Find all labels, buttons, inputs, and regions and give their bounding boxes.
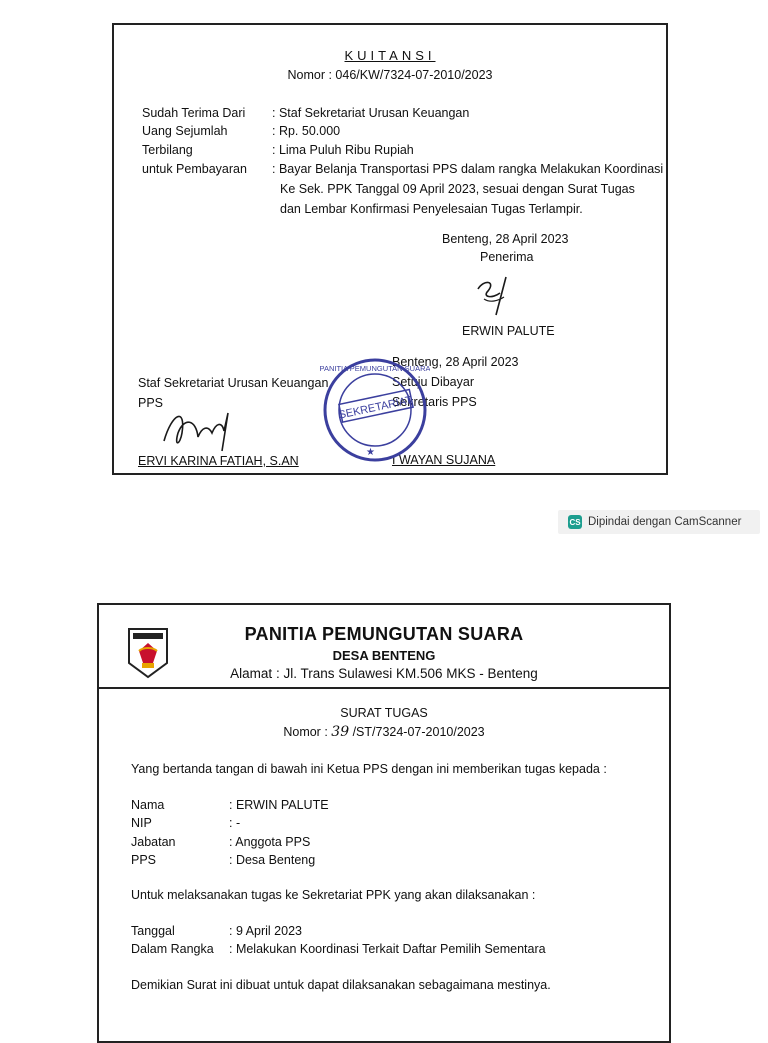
- receipt-value-in-words: : Lima Puluh Ribu Rupiah: [272, 143, 414, 157]
- receiver-role: Penerima: [480, 250, 534, 264]
- field-label-nip: NIP: [131, 816, 152, 830]
- field-value-nip: : -: [229, 816, 241, 830]
- receipt-purpose-cont-2: dan Lembar Konfirmasi Penyelesaian Tugas Terlampir.: [280, 202, 583, 216]
- field-value-position: : Anggota PPS: [229, 835, 311, 849]
- payer-name: ERVI KARINA FATIAH, S.AN: [138, 454, 299, 468]
- schedule-value-purpose: : Melakukan Koordinasi Terkait Daftar Pemilih Sementara: [229, 942, 546, 956]
- receipt-value-received-from: : Staf Sekretariat Urusan Keuangan: [272, 106, 470, 120]
- approver-note: Setuju Dibayar: [392, 375, 474, 389]
- receipt-purpose-cont-1: Ke Sek. PPK Tanggal 09 April 2023, sesuai dengan Surat Tugas: [280, 182, 635, 196]
- letterhead-village: DESA BENTENG: [332, 648, 436, 663]
- schedule-label-purpose: Dalam Rangka: [131, 942, 214, 956]
- payer-role-line1: Staf Sekretariat Urusan Keuangan: [138, 376, 329, 390]
- field-value-pps: : Desa Benteng: [229, 853, 316, 867]
- field-label-pps: PPS: [131, 853, 157, 867]
- receiver-place-date: Benteng, 28 April 2023: [442, 232, 569, 246]
- field-label-name: Nama: [131, 798, 165, 812]
- approver-name: I WAYAN SUJANA: [392, 453, 496, 467]
- receipt-number: Nomor : 046/KW/7324-07-2010/2023: [287, 68, 493, 82]
- field-value-name: : ERWIN PALUTE: [229, 798, 329, 812]
- payer-signature: [158, 403, 248, 455]
- letterhead: [99, 605, 669, 689]
- field-label-position: Jabatan: [131, 835, 176, 849]
- receiver-name: ERWIN PALUTE: [462, 324, 555, 338]
- receiver-signature: [470, 273, 520, 317]
- camscanner-icon: CS: [568, 515, 582, 529]
- letterhead-organization: PANITIA PEMUNGUTAN SUARA: [244, 624, 524, 644]
- letter-intro: Yang bertanda tangan di bawah ini Ketua PPS dengan ini memberikan tugas kepada :: [131, 762, 607, 776]
- approver-role: Sekretaris PPS: [392, 395, 477, 409]
- receipt-label-purpose: untuk Pembayaran: [142, 162, 247, 176]
- svg-text:★: ★: [366, 447, 375, 458]
- letterhead-address: Alamat : Jl. Trans Sulawesi KM.506 MKS - Benteng: [230, 666, 538, 681]
- receipt-label-in-words: Terbilang: [142, 143, 193, 157]
- assignment-letter-document: [97, 603, 671, 1043]
- approver-place-date: Benteng, 28 April 2023: [392, 355, 519, 369]
- payer-role-line2: PPS: [138, 396, 164, 410]
- letter-title: SURAT TUGAS: [340, 706, 428, 720]
- receipt-document: [112, 23, 668, 475]
- task-intro: Untuk melaksanakan tugas ke Sekretariat PPK yang akan dilaksanakan :: [131, 888, 536, 902]
- schedule-value-date: : 9 April 2023: [229, 924, 302, 938]
- receipt-value-amount: : Rp. 50.000: [272, 124, 341, 138]
- schedule-label-date: Tanggal: [131, 924, 175, 938]
- letter-closing: Demikian Surat ini dibuat untuk dapat dilaksanakan sebagaimana mestinya.: [131, 978, 551, 992]
- svg-text:PANITIA PEMUNGUTAN SUARA: PANITIA PEMUNGUTAN SUARA: [320, 364, 430, 373]
- letter-number: Nomor : 39 /ST/7324-07-2010/2023: [283, 724, 485, 740]
- camscanner-badge: [558, 510, 760, 534]
- letter-number-handwritten: 39: [331, 724, 350, 740]
- receipt-label-amount: Uang Sejumlah: [142, 124, 228, 138]
- official-stamp: [320, 355, 430, 465]
- receipt-value-purpose: : Bayar Belanja Transportasi PPS dalam rangka Melakukan Koordinasi: [272, 162, 664, 176]
- receipt-label-received-from: Sudah Terima Dari: [142, 106, 246, 120]
- svg-text:SEKRETARIAT: SEKRETARIAT: [337, 394, 414, 422]
- camscanner-text: Dipindai dengan CamScanner: [588, 516, 742, 528]
- receipt-title: KUITANSI: [344, 48, 436, 63]
